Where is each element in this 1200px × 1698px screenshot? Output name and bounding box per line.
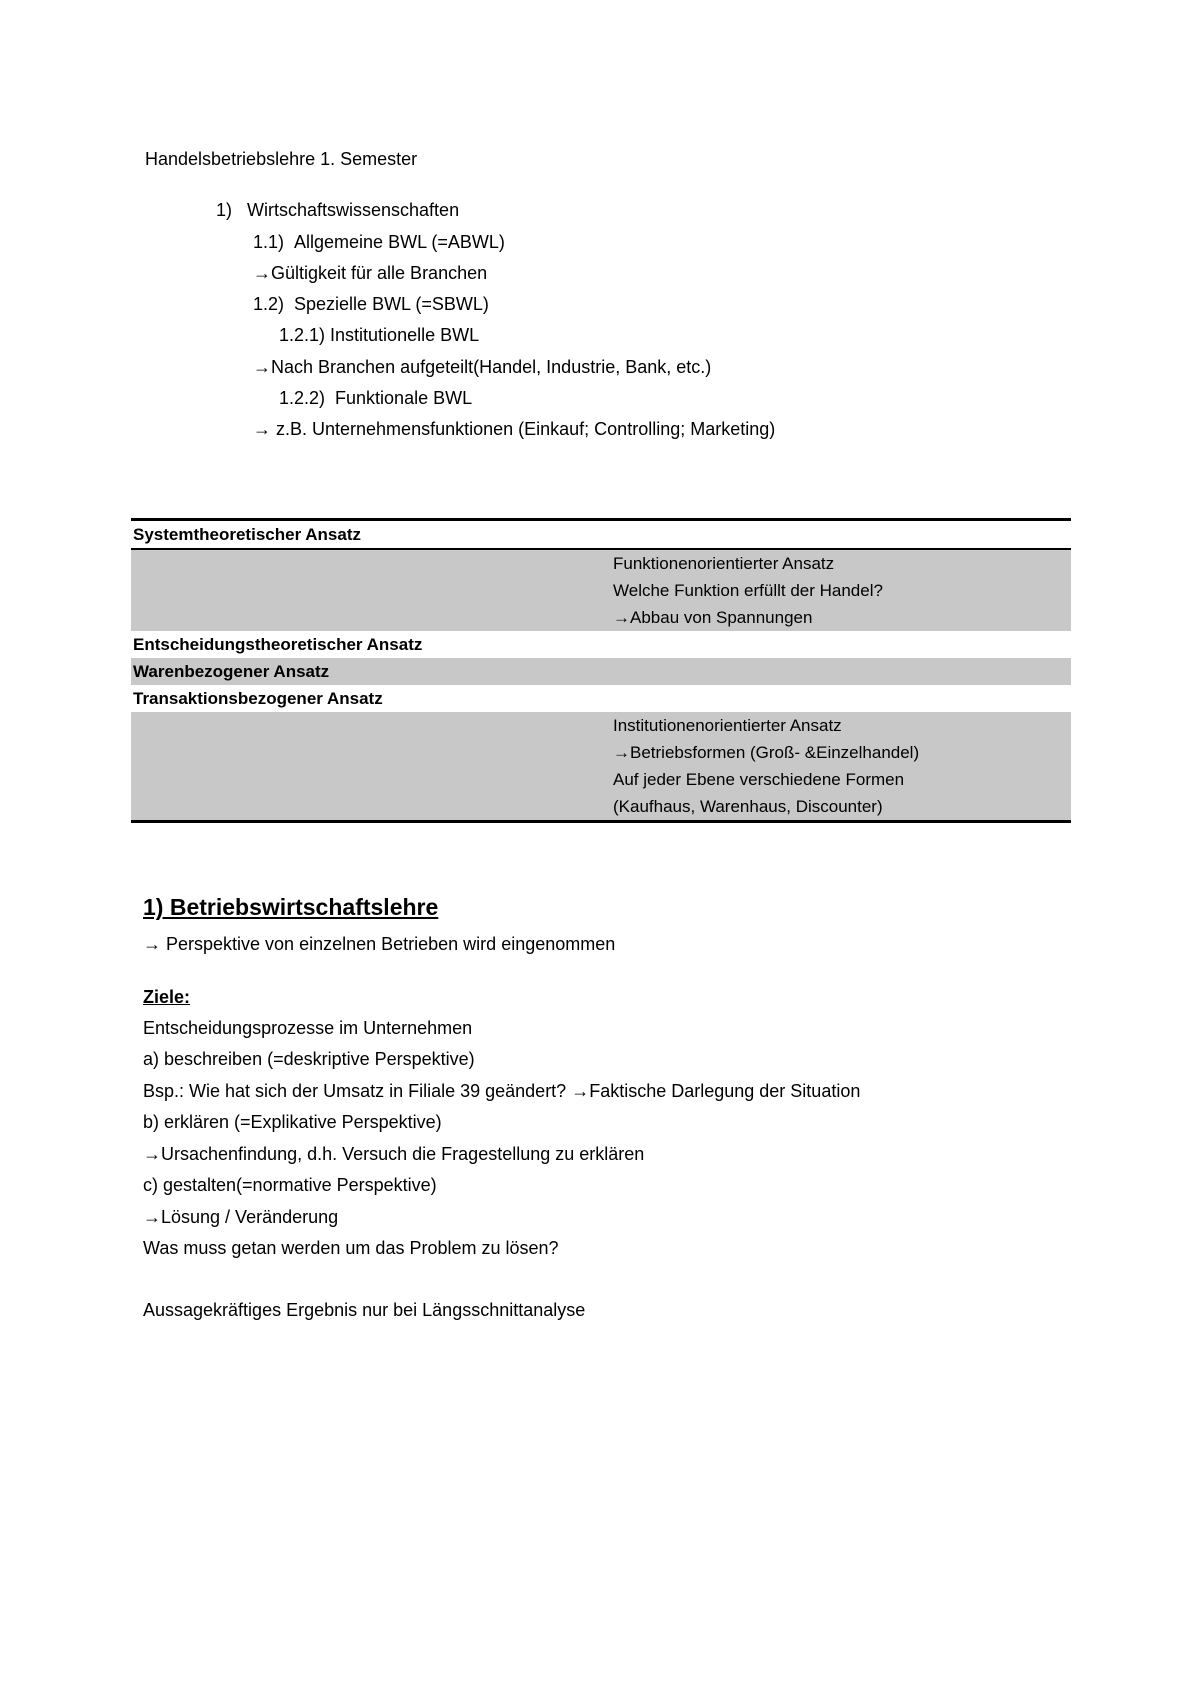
section-heading: 1) Betriebswirtschaftslehre (143, 894, 439, 920)
text-line: →Ursachenfindung, d.h. Versuch die Fragestellung zu erklären (143, 1144, 645, 1164)
text-line: b) erklären (=Explikative Perspektive) (143, 1112, 442, 1132)
institutionen-block: Institutionenorientierter Ansatz →Betriebsformen (Groß- &Einzelhandel) Auf jeder Ebene verschiedene Formen (Kaufhaus, Warenhaus, Discounter) (611, 712, 1071, 822)
arrow-right-icon: → (143, 1144, 161, 1164)
funktionen-block: Funktionenorientierter Ansatz Welche Funktion erfüllt der Handel? →Abbau von Spannungen (611, 549, 1071, 631)
arrow-right-icon: → (613, 608, 630, 627)
table-row (131, 520, 1071, 550)
outline-item-1-2-1: 1.2.1) Institutionelle BWL (279, 325, 480, 345)
table-row (131, 712, 1071, 822)
arrow-right-icon: → (613, 743, 630, 762)
arrow-right-icon: → (571, 1081, 590, 1101)
arrow-right-icon: → (143, 1207, 161, 1227)
table-row (131, 631, 1071, 658)
text-line: Entscheidungsprozesse im Unternehmen (143, 1018, 473, 1038)
arrow-right-icon: → (143, 934, 161, 954)
ziele-label: Ziele: (143, 987, 191, 1007)
text-line: Was muss getan werden um das Problem zu lösen? (143, 1238, 559, 1258)
text-line: a) beschreiben (=deskriptive Perspektive) (143, 1049, 475, 1069)
table-cell: Warenbezogener Ansatz (131, 658, 611, 685)
outline-item-1: 1) Wirtschaftswissenschaften (216, 200, 460, 220)
table-header-cell: Systemtheoretischer Ansatz (131, 520, 611, 550)
arrow-right-icon: → (253, 263, 271, 283)
text-line: Bsp.: Wie hat sich der Umsatz in Filiale 39 geändert? →Faktische Darlegung der Situation (143, 1081, 861, 1101)
outline-item-1-2-2: 1.2.2) Funktionale BWL (279, 388, 473, 408)
arrow-right-icon: → (253, 357, 271, 377)
document-title: Handelsbetriebslehre 1. Semester (145, 149, 418, 169)
arrow-right-icon: → (253, 419, 271, 439)
text-line: →Lösung / Veränderung (143, 1207, 339, 1227)
table-row (131, 658, 1071, 685)
table-row (131, 549, 1071, 631)
outline-note-1-2-1: →Nach Branchen aufgeteilt(Handel, Industrie, Bank, etc.) (253, 357, 712, 377)
perspective-line: → Perspektive von einzelnen Betrieben wird eingenommen (143, 934, 616, 954)
text-line: Aussagekräftiges Ergebnis nur bei Längsschnittanalyse (143, 1300, 586, 1320)
outline-item-1-2: 1.2) Spezielle BWL (=SBWL) (253, 294, 489, 314)
ansatz-table (131, 518, 1071, 823)
text-line: c) gestalten(=normative Perspektive) (143, 1175, 437, 1195)
outline-note-1-1: →Gültigkeit für alle Branchen (253, 263, 488, 283)
outline-note-1-2-2: → z.B. Unternehmensfunktionen (Einkauf; Controlling; Marketing) (253, 419, 776, 439)
table-cell: Entscheidungstheoretischer Ansatz (133, 635, 423, 654)
outline-item-1-1: 1.1) Allgemeine BWL (=ABWL) (253, 232, 505, 252)
table-cell: Transaktionsbezogener Ansatz (133, 689, 383, 708)
table-row (131, 685, 1071, 712)
